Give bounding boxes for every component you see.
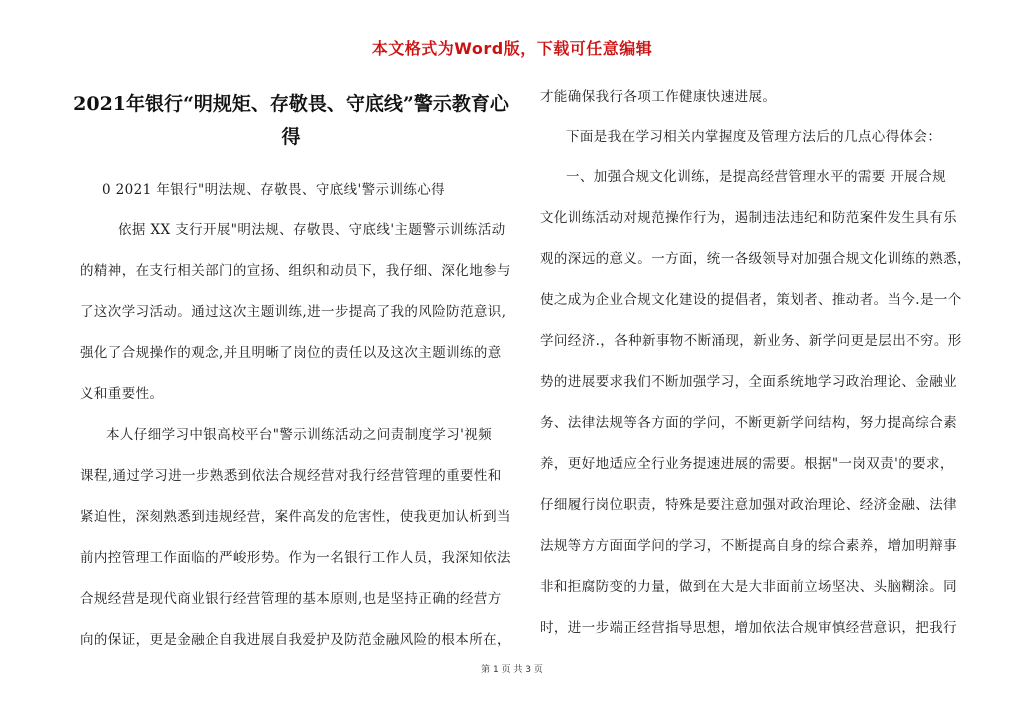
body-line: 观的深远的意义。一方面，统一各级领导对加强合规文化训练的熟悉，: [540, 251, 971, 267]
body-line: 义和重要性。: [80, 386, 164, 402]
document-title: [56, 88, 526, 154]
body-line: 法规等方方面面学问的学习，不断提高自身的综合素养，增加明辩事: [540, 538, 957, 554]
body-line: 了这次学习活动。通过这次主题训练,进一步提高了我的风险防范意识,: [80, 304, 507, 320]
body-line: 前内控管理工作面临的严峻形势。作为一名银行工作人员，我深知依法: [80, 550, 511, 566]
body-line: 的精神，在支行相关部门的宣扬、组织和动员下，我仔细、深化地参与: [80, 263, 511, 279]
title-line-1: 2021年银行“明规矩、存敬畏、守底线”警示教育心: [73, 93, 509, 115]
body-line: 务、法律法规等各方面的学问，不断更新学问结构，努力提高综合素: [540, 415, 957, 431]
body-line: 一、加强合规文化训练，是提高经营管理水平的需要 开展合规: [566, 169, 946, 185]
body-line: 课程,通过学习进一步熟悉到依法合规经营对我行经营管理的重要性和: [80, 468, 502, 484]
body-line: 紧迫性，深刻熟悉到违规经营，案件高发的危害性，使我更加认析到当: [80, 509, 511, 525]
body-line: 才能确保我行各项工作健康快速进展。: [540, 89, 777, 105]
page-number: 第 1 页 共 3 页: [481, 665, 543, 675]
title-line-2: 得: [281, 126, 301, 148]
body-line: 非和拒腐防变的力量，做到在大是大非面前立场坚决、头脑糊涂。同: [540, 579, 957, 595]
body-line: 时，进一步端正经营指导思想，增加依法合规审慎经营意识，把我行: [540, 620, 957, 636]
body-line: 合规经营是现代商业银行经营管理的基本原则,也是坚持正确的经营方: [80, 591, 502, 607]
body-line: 下面是我在学习相关内掌握度及管理方法后的几点心得体会：: [566, 129, 942, 145]
body-line: 势的进展要求我们不断加强学习，全面系统地学习政治理论、金融业: [540, 374, 957, 390]
body-line: 养，更好地适应全行业务提速进展的需要。根据"一岗双责'的要求，: [540, 456, 954, 472]
body-line: 向的保证，更是金融企自我进展自我爱护及防范金融风险的根本所在，: [80, 632, 511, 648]
body-line: 学问经济.，各种新事物不断涌现，新业务、新学问更是层出不穷。形: [540, 333, 962, 349]
body-line: 0 2021 年银行"明法规、存敬畏、守底线'警示训练心得: [102, 182, 446, 198]
body-line: 依据 XX 支行开展"明法规、存敬畏、守底线'主题警示训练活动: [118, 222, 506, 238]
body-line: 本人仔细学习中银高校平台"警示训练活动之问责制度学习'视频: [106, 427, 493, 443]
word-format-banner: 本文格式为Word版，下载可任意编辑: [371, 39, 653, 58]
body-line: 文化训练活动对规范操作行为，遏制违法违纪和防范案件发生具有乐: [540, 210, 957, 226]
body-line: 使之成为企业合规文化建设的提倡者，策划者、推动者。当今.是一个: [540, 292, 962, 308]
body-line: 仔细履行岗位职责，特殊是要注意加强对政治理论、经济金融、法律: [540, 497, 957, 513]
body-line: 强化了合规操作的观念,并且明晰了岗位的责任以及这次主题训练的意: [80, 345, 502, 361]
